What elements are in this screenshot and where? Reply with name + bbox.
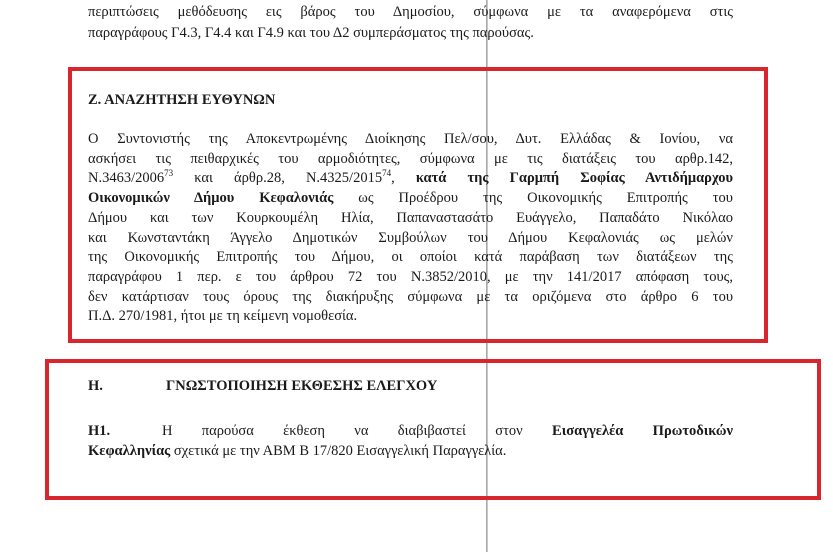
section-z-row [88, 150, 733, 170]
top-text-line-1: περιπτώσεις μεθόδευσης εις βάρος του Δημοσίου, σύμφωνα με τα αναφερόμενα στις [88, 4, 733, 20]
section-z-row [88, 229, 733, 249]
bold-name: Κεφαλληνίας [88, 443, 171, 459]
section-h-number: Η. [88, 378, 103, 394]
section-z-row [88, 307, 733, 327]
section-z-row [88, 130, 733, 150]
bold-name: Εισαγγελέα Πρωτοδικών [552, 423, 733, 439]
section-h-heading: ΓΝΩΣΤΟΠΟΙΗΣΗ ΕΚΘΕΣΗΣ ΕΛΕΓΧΟΥ [166, 378, 438, 394]
text-run: Π.Δ. 270/1981, ήτοι με τη κείμενη νομοθεσία. [88, 308, 358, 325]
section-z-heading: Ζ. ΑΝΑΖΗΤΗΣΗ ΕΥΘΥΝΩΝ [88, 92, 276, 108]
text-run: Δήμου και των Κουρκουμέλη Ηλία, Παπαναστασάτο Ευάγγελο, Παπαδάτο Νικόλαο [88, 209, 733, 226]
text-run: της Οικονομικής Επιτροπής του Δήμου, οι οποίοι κατά παράβαση των διατάξεων της [88, 249, 733, 266]
bold-name: Οικονομικών Δήμου Κεφαλονιάς [88, 190, 334, 207]
section-h1-line-1 [162, 422, 733, 441]
section-z-row [88, 189, 733, 209]
text-run: παραγράφου 1 περ. ε του άρθρου 72 του N.3852/2010, με την 141/2017 απόφαση τους, [88, 268, 733, 285]
text-run: Η παρούσα έκθεση να διαβιβαστεί στον [162, 423, 553, 439]
section-h1-number: Η1. [88, 423, 111, 439]
law-ref: N.3463/2006 [88, 170, 165, 187]
text-run: και Κωνσταντάκη Άγγελο Δημοτικών Συμβούλων του Δήμου Κεφαλονιάς ως μελών [88, 229, 733, 246]
footnote-ref: 74 [382, 168, 392, 179]
text-run: δεν κατάρτισαν τους όρους της διακήρυξης σύμφωνα με τα οριζόμενα στο άρθρο 6 του [88, 288, 733, 305]
section-z-row [88, 268, 733, 288]
section-z-row [88, 209, 733, 229]
law-ref: και άρθρ.28, N.4325/2015 [173, 170, 383, 187]
bold-name: κατά της Γαρμπή Σοφίας Αντιδήμαρχου [415, 170, 733, 187]
section-z-row [88, 169, 733, 189]
section-z-paragraph [88, 130, 733, 327]
section-z-row [88, 288, 733, 308]
text-run: Ο Συντονιστής της Αποκεντρωμένης Διοίκησης Πελ/σου, Δυτ. Ελλάδας & Ιονίου, να [88, 131, 733, 147]
section-h1-line-2 [88, 442, 506, 461]
section-z-row [88, 248, 733, 268]
text-run: , [391, 170, 416, 187]
text-run: ως Προέδρου της Οικονομικής Επιτροπής του [333, 190, 733, 207]
text-run: ασκήσει τις πειθαρχικές του αρμοδιότητες, σύμφωνα με τις διατάξεις του αρθρ.142, [88, 150, 733, 167]
top-text-line-2: παραγράφους Γ4.3, Γ4.4 και Γ4.9 και του Δ2 συμπεράσματος της παρούσας. [88, 25, 534, 41]
text-run: σχετικά με την ΑΒΜ Β 17/820 Εισαγγελική Παραγγελία. [170, 443, 507, 459]
footnote-ref: 73 [164, 168, 174, 179]
